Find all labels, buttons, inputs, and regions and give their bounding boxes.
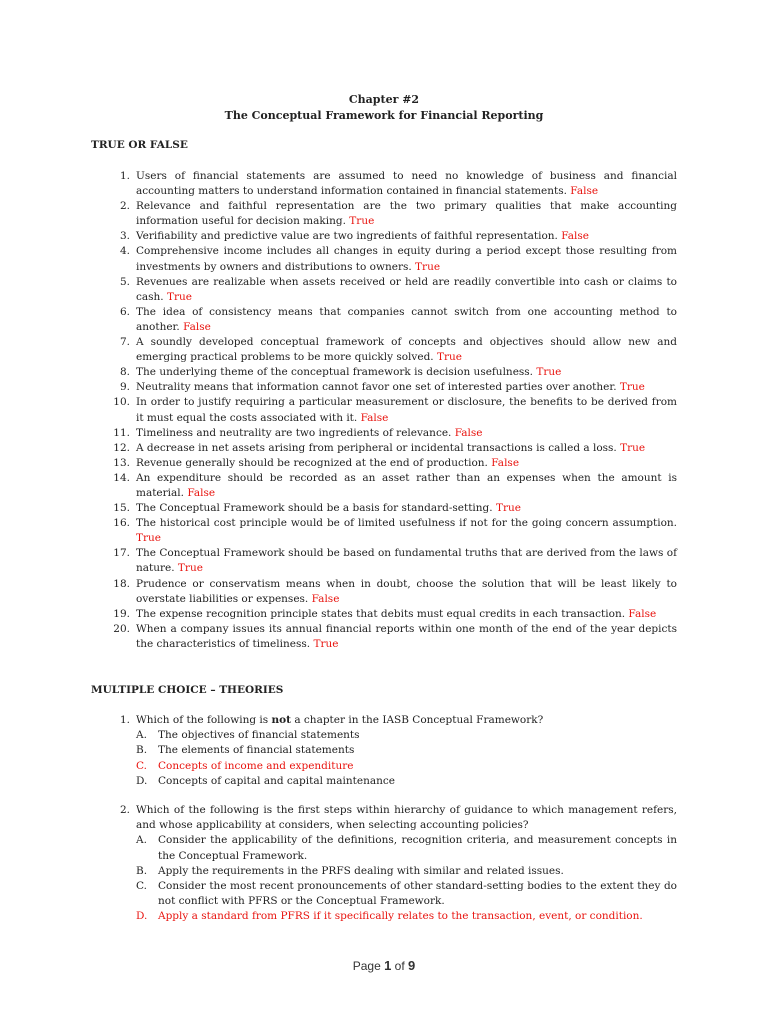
tf-item [112, 199, 677, 229]
option-letter: C. [136, 759, 147, 772]
page-number: 1 [384, 958, 392, 973]
tf-item-text: The expense recognition principle states that debits must equal credits in each transaction. [136, 607, 626, 620]
question-text-emphasis: not [271, 714, 291, 726]
tf-item-answer: True [313, 637, 339, 650]
tf-item-answer: True [619, 381, 645, 394]
tf-item-text: Revenue generally should be recognized at the end of production. [136, 456, 488, 469]
tf-item [112, 244, 677, 274]
tf-item-text: Relevance and faithful representation are the two primary qualities that make accounting information useful for decision making. [136, 200, 677, 228]
tf-item-text: In order to justify requiring a particular measurement or disclosure, the benefits to be derived from it must equal the costs associated with it. [136, 396, 677, 424]
mc-question-1 [112, 713, 677, 789]
tf-item-number: 11. [113, 426, 130, 439]
option-letter: A. [136, 834, 147, 847]
tf-item-answer: False [360, 411, 389, 424]
tf-item-text: The Conceptual Framework should be based on fundamental truths that are derived from the laws of nature. [136, 547, 677, 575]
tf-item [112, 305, 677, 335]
tf-item-number: 14. [113, 471, 130, 484]
tf-item-answer: True [495, 502, 521, 515]
tf-item [112, 169, 677, 199]
tf-item-text: Users of financial statements are assumed to need no knowledge of business and financial accounting matters to understand information contained in financial statements. [136, 170, 677, 198]
tf-item [112, 501, 677, 516]
tf-item [112, 365, 677, 380]
tf-item-answer: True [136, 532, 161, 545]
tf-item-number: 15. [113, 502, 130, 515]
page-word: Page [352, 959, 381, 973]
tf-item-text: An expenditure should be recorded as an asset rather than an expenses when the amount is material. [136, 471, 677, 499]
option-a [112, 833, 677, 863]
tf-item-text: The idea of consistency means that companies cannot switch from one accounting method to another. [136, 305, 677, 333]
tf-item-number: 18. [113, 577, 130, 590]
option-letter: B. [136, 864, 148, 877]
tf-item-number: 19. [113, 607, 130, 620]
tf-item-number: 5. [119, 275, 130, 288]
option-letter: C. [136, 880, 147, 893]
tf-item [112, 622, 677, 652]
option-b [112, 743, 677, 758]
tf-item-number: 8. [119, 366, 130, 379]
page-title: The Conceptual Framework for Financial Reporting [224, 109, 544, 122]
question-text-after: a chapter in the IASB Conceptual Framework? [290, 714, 544, 726]
tf-item-answer: False [187, 486, 216, 499]
options-list [112, 728, 677, 789]
option-text: Concepts of capital and capital maintenance [158, 774, 395, 787]
tf-item-answer: True [415, 260, 441, 273]
tf-item-number: 9. [119, 381, 130, 394]
tf-item-number: 6. [119, 305, 130, 318]
option-letter: A. [136, 729, 147, 742]
tf-item-text: Comprehensive income includes all changes in equity during a period except those resulting from investments by owners and distributions to owners. [136, 245, 677, 273]
tf-item [112, 516, 677, 546]
tf-item-text: Timeliness and neutrality are two ingredients of relevance. [136, 426, 452, 439]
tf-item-text: A soundly developed conceptual framework of concepts and objectives should allow new and emerging practical problems to be more quickly solved. [136, 336, 677, 364]
tf-item-answer: False [491, 456, 520, 469]
question-text-before: Which of the following is [136, 714, 272, 726]
tf-item [112, 335, 677, 365]
page-total: 9 [408, 958, 416, 973]
option-text: The objectives of financial statements [158, 729, 360, 742]
tf-item-answer: False [183, 320, 211, 333]
question-body: Which of the following is the first steps within hierarchy of guidance to which management refers, and whose applicability at considers, when selecting accounting policies? [136, 804, 677, 832]
page-footer [0, 958, 768, 973]
tf-item [112, 229, 677, 244]
tf-item-text: Neutrality means that information cannot favor one set of interested parties over another. [136, 381, 617, 394]
tf-item [112, 471, 677, 501]
tf-item-answer: False [628, 607, 657, 620]
tf-item-text: Revenues are realizable when assets received or held are readily convertible into cash or claims to cash. [136, 275, 677, 303]
tf-item-answer: True [536, 366, 562, 379]
option-text: Concepts of income and expenditure [158, 759, 354, 772]
question-number: 2. [119, 804, 130, 816]
option-text: Apply a standard from PFRS if it specifically relates to the transaction, event, or condition. [158, 910, 643, 923]
question-number: 1. [119, 714, 130, 726]
option-letter: B. [136, 744, 148, 757]
tf-item-number: 16. [113, 517, 130, 530]
tf-item-number: 2. [119, 200, 130, 213]
tf-item [112, 395, 677, 425]
tf-item [112, 577, 677, 607]
option-letter: D. [136, 910, 148, 923]
tf-item [112, 426, 677, 441]
tf-item-answer: False [454, 426, 483, 439]
option-b [112, 864, 677, 879]
tf-item-text: The underlying theme of the conceptual framework is decision usefulness. [136, 366, 534, 379]
option-c [112, 759, 677, 774]
of-word: of [394, 959, 405, 973]
tf-item-answer: True [177, 562, 203, 575]
tf-item [112, 607, 677, 622]
tf-item-text: The Conceptual Framework should be a basis for standard-setting. [136, 502, 493, 515]
tf-item [112, 456, 677, 471]
tf-item-text: When a company issues its annual financial reports within one month of the end of the year depicts the characteristics of timeliness. [136, 622, 677, 650]
chapter-label: Chapter #2 [348, 93, 420, 106]
tf-item-number: 7. [119, 336, 130, 349]
tf-item-number: 4. [119, 245, 130, 258]
tf-item-number: 12. [113, 441, 130, 454]
option-text: Apply the requirements in the PRFS dealing with similar and related issues. [158, 864, 564, 877]
tf-item [112, 441, 677, 456]
tf-item-text: A decrease in net assets arising from peripheral or incidental transactions is called a loss. [136, 441, 617, 454]
tf-item-number: 1. [119, 170, 130, 182]
true-false-list [112, 169, 677, 652]
tf-item [112, 546, 677, 576]
mc-question-2 [112, 803, 677, 925]
multiple-choice-heading: MULTIPLE CHOICE – THEORIES [91, 684, 284, 696]
tf-item [112, 275, 677, 305]
tf-item-answer: True [349, 215, 375, 228]
tf-item-answer: False [311, 592, 340, 605]
tf-item-answer: False [561, 230, 590, 243]
tf-item-number: 20. [113, 622, 130, 635]
option-text: Consider the applicability of the definitions, recognition criteria, and measurement concepts in the Conceptual Framework. [158, 834, 677, 862]
true-false-heading: TRUE OR FALSE [91, 139, 188, 151]
tf-item-number: 13. [113, 456, 130, 469]
question-text [112, 803, 677, 833]
tf-item-text: Verifiability and predictive value are two ingredients of faithful representation. [136, 230, 558, 243]
option-letter: D. [136, 774, 148, 787]
option-text: The elements of financial statements [158, 744, 355, 757]
option-d [112, 909, 677, 924]
option-c [112, 879, 677, 909]
tf-item-answer: True [620, 441, 646, 454]
tf-item-answer: False [570, 185, 599, 198]
tf-item-text: The historical cost principle would be of limited usefulness if not for the going concern assumption. [136, 517, 677, 530]
options-list [112, 833, 677, 924]
tf-item-number: 17. [113, 547, 130, 560]
tf-item-number: 10. [113, 396, 130, 409]
tf-item [112, 380, 677, 395]
option-a [112, 728, 677, 743]
question-text [112, 713, 677, 728]
tf-item-number: 3. [119, 230, 130, 243]
option-d [112, 774, 677, 789]
option-text: Consider the most recent pronouncements of other standard-setting bodies to the extent they do not conflict with PFRS or the Conceptual Framework. [158, 880, 677, 908]
tf-item-answer: True [166, 290, 192, 303]
tf-item-text: Prudence or conservatism means when in doubt, choose the solution that will be least likely to overstate liabilities or expenses. [136, 577, 677, 605]
tf-item-answer: True [436, 351, 462, 364]
